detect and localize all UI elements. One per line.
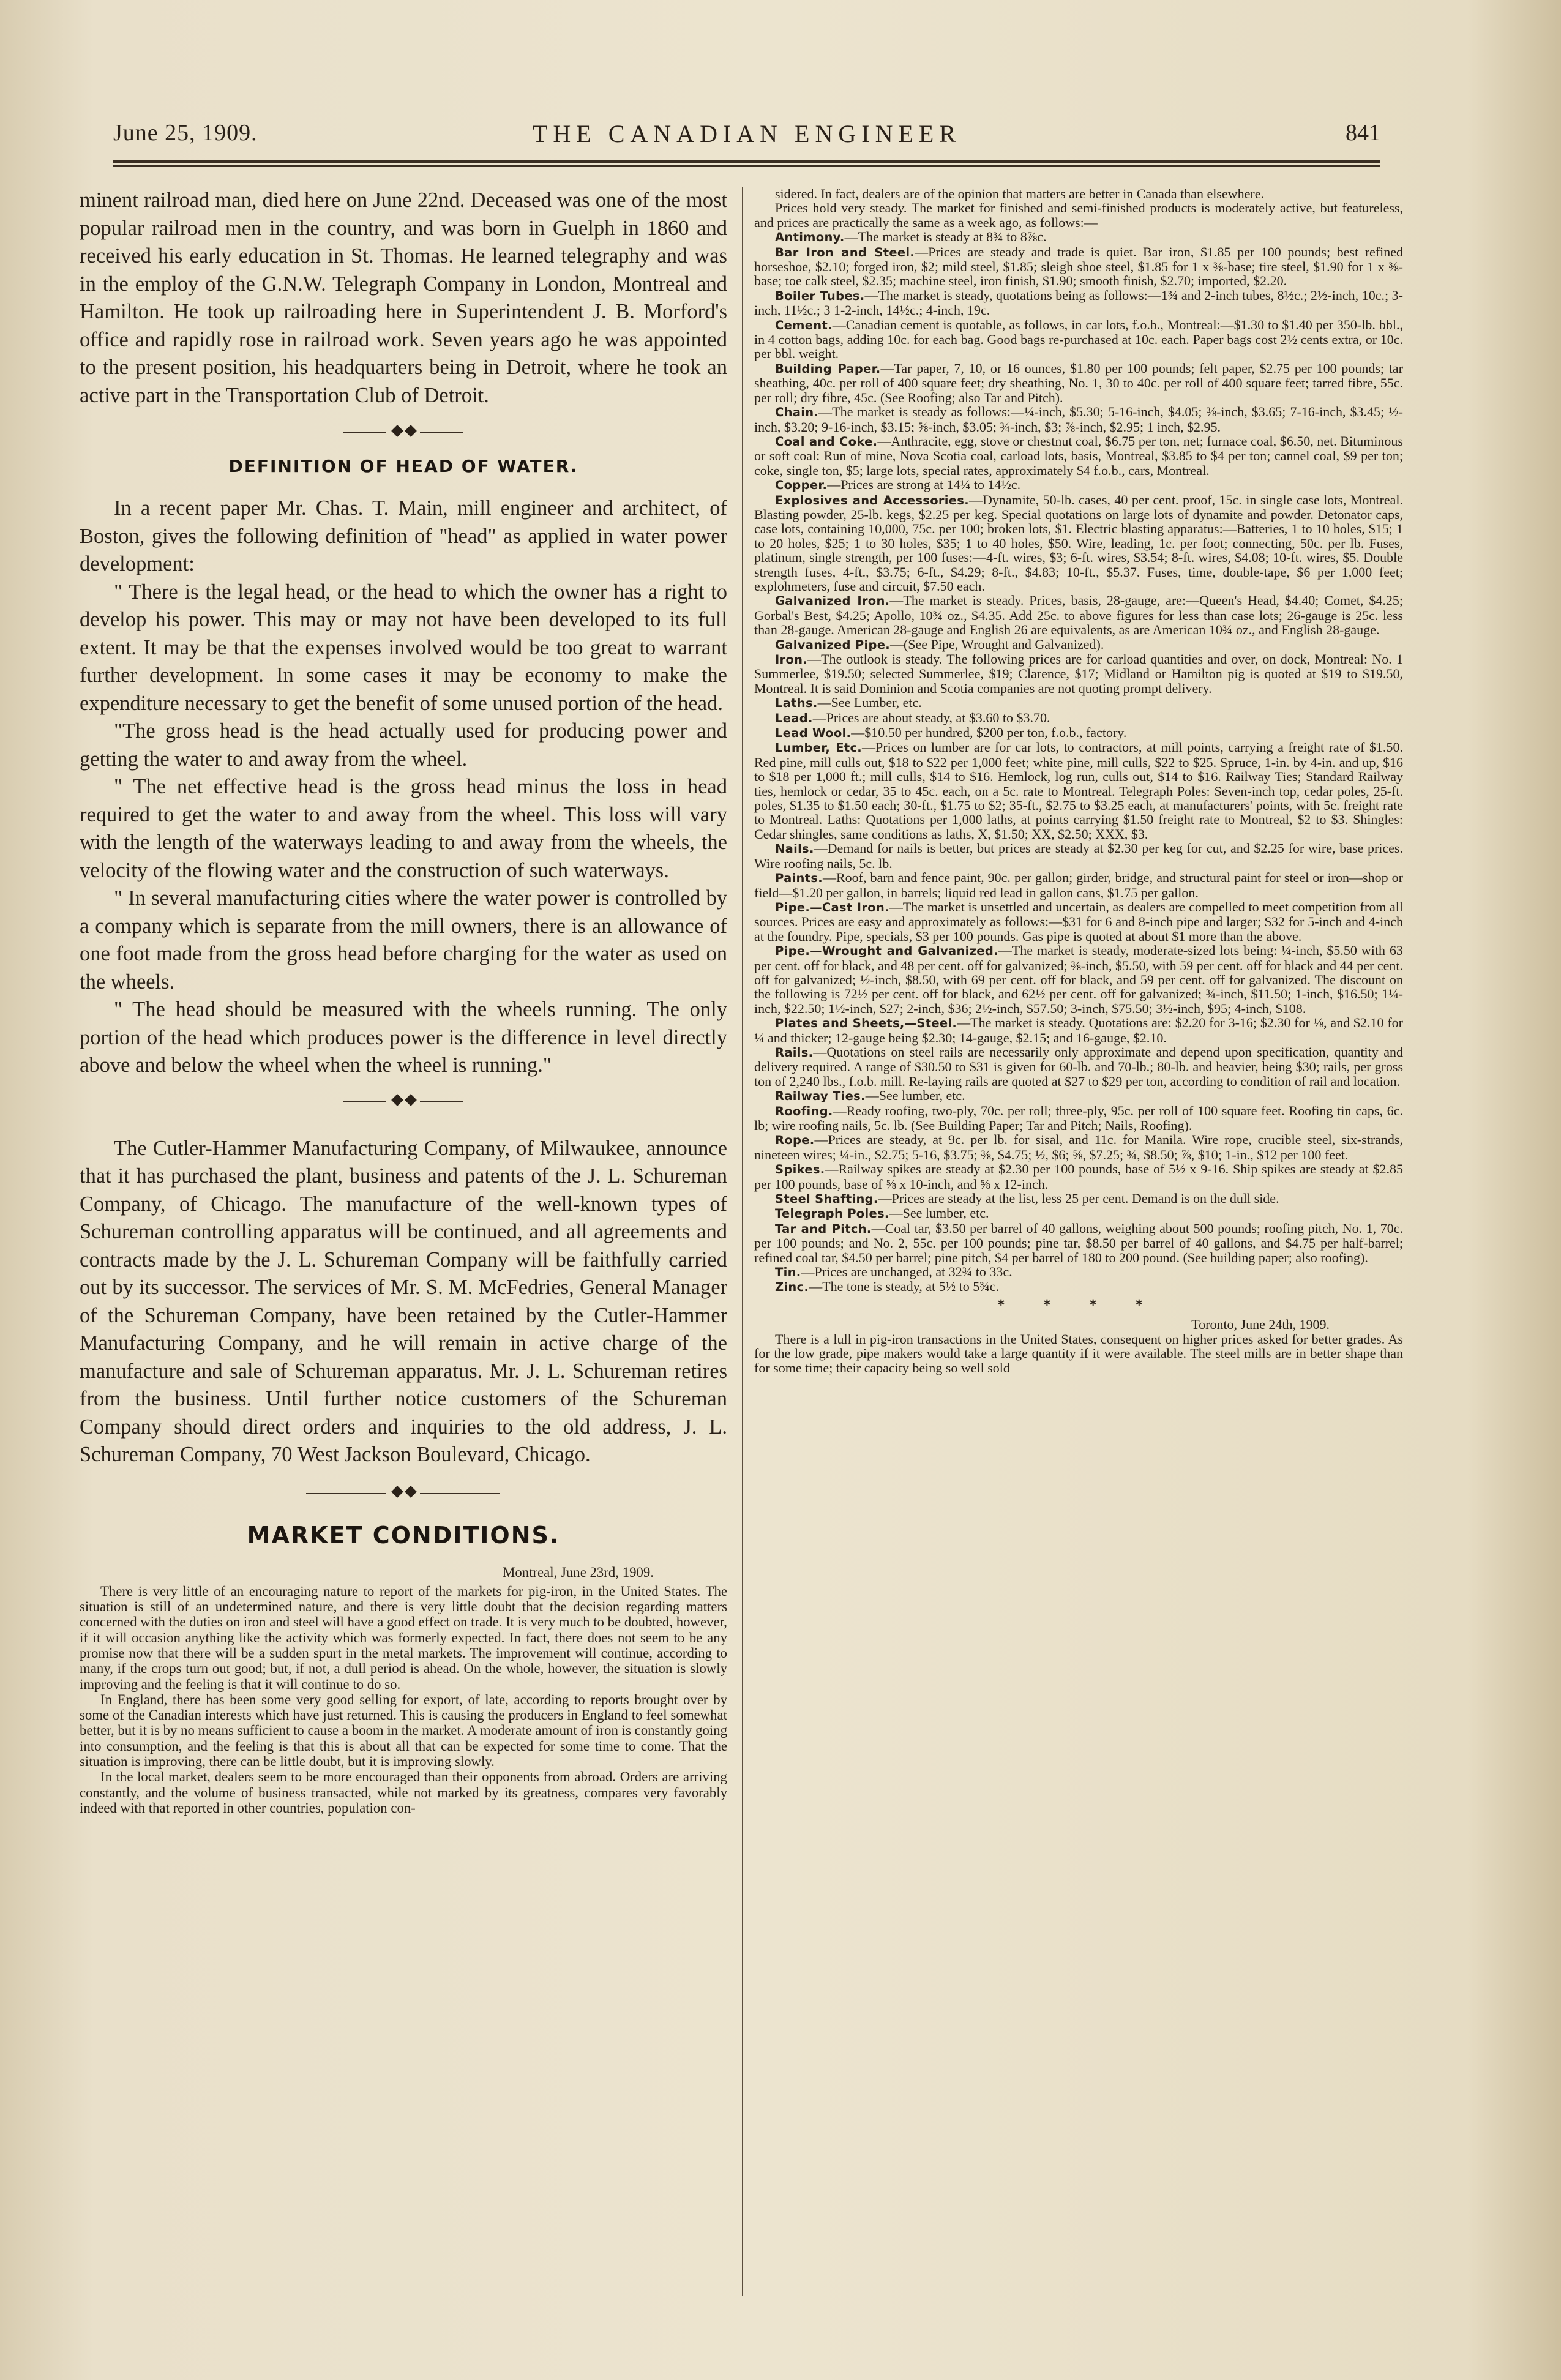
toronto-dateline: Toronto, June 24th, 1909. [1191, 1317, 1330, 1333]
commodity-name: Roofing. [775, 1104, 833, 1118]
commodity-price-text: —Roof, barn and fence paint, 90c. per gallon; girder, bridge, and structural paint for steel or iron—shop or field—$1.20 per gallon, in barrels; liquid red lead in gallon cans, $1.75 per gallon. [754, 870, 1403, 900]
commodity-name: Tar and Pitch. [775, 1221, 872, 1236]
commodity-item [754, 1221, 1403, 1265]
commodity-name: Zinc. [775, 1280, 809, 1295]
commodity-item [754, 1088, 1403, 1103]
header-rule-thin [113, 165, 1380, 167]
commodity-name: Antimony. [775, 230, 845, 245]
commodity-name: Lead. [775, 711, 813, 725]
commodity-price-text: —Quotations on steel rails are necessarily only approximate and depend upon specification, quantity and delivery required. A range of $30.50 to $31 is given for 60-lb. and 70-lb.; 80-lb. and heavier, being $30; rails, per gross ton of 2,240 lbs., f.o.b. mill. Re-laying rails are quoted at $27 to $29 per ton, according to condition of rail and location. [754, 1044, 1403, 1089]
market-paragraph: In England, there has been some very good selling for export, of late, according to reports brought over by some of the Canadian interests which have just returned. This is causing the producers in England to feel somewhat better, but it is by no means sufficient to cause a boom in the market. A moderate amount of iron is constantly going into consumption, and the feeling is that this is about all that can be expected for some time to come. That the situation is improving, there can be little doubt, but it is improving slowly. [80, 1691, 727, 1770]
commodity-price-text: —Prices are steady, at 9c. per lb. for sisal, and 11c. for Manila. Wire rope, crucible steel, six-strands, nineteen wires; ¼-in., $2.75; 5-16, $3.75; ⅜, $4.75; ½, $6; ⅝, $7.25; ¾, $8.50; ⅞, $10; 1-in., $12 per 100 feet. [754, 1132, 1403, 1162]
commodity-price-text: —The market is steady. Prices, basis, 28-gauge, are:—Queen's Head, $4.40; Comet, $4.25; Gorbal's Best, $4.25; Apollo, 10¾ oz., $4.35. Add 25c. to above figures for less than case lots; 26-gauge is 25c. less than 28-gauge. American 28-gauge and English 26 are equivalents, as are American 10¾ oz., and English 28-gauge. [754, 593, 1403, 638]
article-paragraph: " The head should be measured with the wheels running. The only portion of the head which produces power is the difference in level directly above and below the wheel when the wheel is running." [80, 998, 727, 1077]
notice-paragraph: The Cutler-Hammer Manufacturing Company, of Milwaukee, announce that it has purchased the plant, business and patents of the J. L. Schureman Company, of Chicago. The manufacture of the well-known types of Schureman controlling apparatus will be continued, and all agreements and contracts made by the J. L. Schureman Company will be faithfully carried out by its successor. The services of Mr. S. M. McFedries, General Manager of the Schureman Company, have been retained by the Cutler-Hammer Manufacturing Company, and he will remain in active charge of the manufacture and sale of Schureman apparatus. Mr. J. L. Schureman retires from the business. Until further notice customers of the Schureman Company should direct orders and inquiries to the old address, J. L. Schureman Company, 70 West Jackson Boulevard, Chicago. [80, 1136, 727, 1466]
running-header [113, 113, 1380, 150]
obituary-continuation [80, 187, 727, 410]
commodity-name: Lumber, Etc. [775, 741, 863, 755]
commodity-item [754, 740, 1403, 841]
commodity-name: Lead Wool. [775, 726, 852, 741]
commodity-item [754, 1279, 1403, 1294]
commodity-item [754, 1104, 1403, 1133]
commodity-item [754, 1016, 1403, 1045]
obituary-paragraph: minent railroad man, died here on June 22nd. Deceased was one of the most popular railroad men in the country, and was born in Guelph in 1860 and received his early education in St. Thomas. He learned telegraphy and was in the employ of the G.N.W. Telegraph Company in London, Montreal and Hamilton. He took up railroading here in Superintendent J. B. Morford's office and rapidly rose in railroad work. Seven years ago he was appointed to the present position, his headquarters being in Detroit, where he took an active part in the Transportation Club of Detroit. [80, 189, 727, 407]
commodity-name: Pipe.—Cast Iron. [775, 900, 889, 915]
commodity-item [754, 288, 1403, 318]
commodity-name: Laths. [775, 696, 818, 711]
commodity-name: Coal and Coke. [775, 434, 878, 449]
head-of-water-article [80, 495, 727, 1080]
commodity-item [754, 652, 1403, 695]
left-column [80, 187, 727, 2329]
commodity-name: Copper. [775, 478, 828, 493]
commodity-item [754, 1206, 1403, 1221]
section-stars: * * * * [997, 1297, 1160, 1313]
article-paragraph: "The gross head is the head actually used for producing power and getting the water to and away from the wheel. [80, 719, 727, 771]
commodity-name: Chain. [775, 405, 819, 420]
commodity-item [754, 1265, 1403, 1279]
right-column [754, 187, 1403, 2329]
commodity-name: Galvanized Pipe. [775, 637, 890, 652]
article-paragraph: " The net effective head is the gross head minus the loss in head required to get the water to and away from the wheel. This loss will vary with the length of the waterways leading to and away from the wheels, the velocity of the flowing water and the construction of such waterways. [80, 775, 727, 882]
head-of-water-heading: DEFINITION OF HEAD OF WATER. [228, 456, 578, 476]
commodity-item [754, 637, 1403, 652]
commodity-price-text: —Prices are steady and trade is quiet. Bar iron, $1.85 per 100 pounds; best refined horseshoe, $2.10; forged iron, $2; mild steel, $1.85; sleigh shoe steel, $1.85 for 1 x ⅜-base; tire steel, $1.90 for 1 x ⅜-base; toe calk steel, $2.35; machine steel, iron finish, $1.90; smooth finish, $2.70; imported, $2.20. [754, 244, 1403, 289]
column-divider [742, 187, 743, 2296]
article-paragraph: In a recent paper Mr. Chas. T. Main, mill engineer and architect, of Boston, gives the following definition of "head" as applied in water power development: [80, 496, 727, 575]
commodity-item [754, 1132, 1403, 1162]
section-ornament [80, 1483, 727, 1505]
market-prices-list [754, 187, 1403, 1375]
commodity-name: Nails. [775, 842, 814, 856]
commodity-price-text: —See lumber, etc. [865, 1088, 965, 1104]
commodity-price-text: —The tone is steady, at 5½ to 5¾c. [809, 1279, 999, 1295]
commodity-price-text: —The market is steady, quotations being as follows:—1¾ and 2-inch tubes, 8½c.; 2½-inch, 10c.; 3-inch, 11½c.; 3 1-2-inch, 14½c.; 4-inch, 19c. [754, 287, 1403, 318]
commodity-price-text: —Prices are strong at 14¼ to 14½c. [827, 477, 1021, 493]
prices-intro: Prices hold very steady. The market for finished and semi-finished products is moderately active, but featureless, and prices are practically the same as a week ago, as follows:— [754, 200, 1403, 230]
commodity-item [754, 1191, 1403, 1206]
market-continuation: sidered. In fact, dealers are of the opinion that matters are better in Canada than elsewhere. [775, 187, 1264, 201]
commodity-price-text: —The market is steady. Quotations are: $2.20 for 3-16; $2.30 for ⅛, and $2.10 for ¼ and thicker; 12-gauge being $2.30; 14-gauge, $2.15; and 16-gauge, $2.10. [754, 1015, 1403, 1046]
commodity-name: Cement. [775, 318, 833, 332]
commodity-price-text: —$10.50 per hundred, $200 per ton, f.o.b., factory. [851, 725, 1127, 741]
commodity-name: Iron. [775, 653, 808, 667]
market-conditions-article [80, 1565, 727, 1816]
commodity-item [754, 725, 1403, 740]
commodity-price-text: —The market is steady at 8¾ to 8⅞c. [844, 229, 1047, 245]
cutler-hammer-notice [80, 1135, 727, 1469]
commodity-item [754, 1162, 1403, 1191]
commodity-item [754, 943, 1403, 1016]
commodity-price-text: —The market is steady, moderate-sized lots being: ¼-inch, $5.50 with 63 per cent. off for black, and 48 per cent. off for galvanized; ⅜-inch, $5.50, with 59 per cent. off for black and 44 per cent. off for galvanized; ½-inch, $8.50, with 69 per cent. off for black, and 59 per cent. off for galvanized. The discount on the following is 72½ per cent. off for black, and 62½ per cent. off for galvanized; ¾-inch, $11.50; 1-inch, $16.50; 1¼-inch, $22.50; 1½-inch, $27; 2-inch, $36; 2½-inch, $57.50; 3-inch, $75.50; 3½-inch, $95; 4-inch, $108. [754, 943, 1403, 1016]
commodity-name: Tin. [775, 1265, 801, 1280]
commodity-item [754, 1045, 1403, 1088]
commodity-name: Bar Iron and Steel. [775, 245, 915, 260]
commodity-price-text: —Canadian cement is quotable, as follows, in car lots, f.o.b., Montreal:—$1.30 to $1.40 per 350-lb. bbl., in 4 cotton bags, adding 10c. for each bag. Good bags re-purchased at 10c. each. Paper bags cost 2½ cents extra, or 10c. per bbl. weight. [754, 316, 1403, 362]
journal-title: THE CANADIAN ENGINEER [532, 120, 962, 148]
commodity-item [754, 493, 1403, 594]
section-ornament [80, 422, 727, 444]
commodity-name: Paints. [775, 871, 823, 886]
commodity-price-text: —Prices on lumber are for car lots, to contractors, at mill points, carrying a freight rate of $1.50. Red pine, mill culls out, $18 to $22 per 1,000 feet; white pine, mill culls, $22 to $25. Spruce, 1-in. by 4-in. and up, $16 to $18 per 1,000 ft.; mill culls, $14 to $16. Hemlock, log run, culls out, $14 to $16. Railway Ties; Standard Railway ties, hemlock or cedar, 35 to 45c. each, on a 5c. rate to Montreal. Telegraph Poles: Seven-inch top, cedar poles, 25-ft. poles, $1.35 to $1.50 each; 30-ft., $1.75 to $2; 35-ft., $2.75 to $3.25 each, at manufacturers' points, with 5c. freight rate to Montreal. Laths: Quotations per 1,000 laths, at points carrying $1.50 freight rate to Montreal, $2 to $3. Shingles: Cedar shingles, same conditions as laths, X, $1.50; XX, $2.50; XXX, $3. [754, 739, 1403, 842]
commodity-name: Rails. [775, 1045, 814, 1060]
commodity-item [754, 477, 1403, 492]
commodity-name: Boiler Tubes. [775, 288, 865, 303]
commodity-price-text: —Tar paper, 7, 10, or 16 ounces, $1.80 per 100 pounds; felt paper, $2.75 per 100 pounds; tar sheathing, 40c. per roll of 400 square feet; dry sheathing, No. 1, 30 to 40c. per roll of 400 square feet; tarred fibre, 55c. per roll; dry fibre, 45c. (See Roofing; also Tar and Pitch). [754, 360, 1403, 405]
commodity-item [754, 245, 1403, 288]
commodity-item [754, 318, 1403, 361]
commodity-name: Steel Shafting. [775, 1192, 878, 1207]
commodity-name: Pipe.—Wrought and Galvanized. [775, 944, 998, 959]
commodity-price-text: —The market is steady as follows:—¼-inch, $5.30; 5-16-inch, $4.05; ⅜-inch, $3.65; 7-16-inch, $3.45; ½-inch, $3.20; 9-16-inch, $3.15; ⅝-inch, $3.05; ¾-inch, $3; ⅞-inch, $2.95; 1 inch, $2.95. [754, 404, 1403, 435]
market-paragraph: In the local market, dealers seem to be more encouraged than their opponents from abroad. Orders are arriving constantly, and the volume of business transacted, while not marked by its greatness, compares very favorably indeed with that reported in other countries, population con- [80, 1769, 727, 1816]
commodity-item [754, 711, 1403, 725]
commodity-name: Telegraph Poles. [775, 1207, 889, 1221]
commodity-name: Spikes. [775, 1162, 825, 1177]
commodity-items [754, 230, 1403, 1295]
commodity-price-text: —The outlook is steady. The following prices are for carload quantities and over, on dock, Montreal: No. 1 Summerlee, $19.50; selected Summerlee, $19; Clarence, $17; Midland or Hamilton pig is quoted at $19 to $19.50, Montreal. It is said Dominion and Scotia companies are not quoting prompt delivery. [754, 651, 1403, 696]
commodity-price-text: —Dynamite, 50-lb. cases, 40 per cent. proof, 15c. in single case lots, Montreal. Blasting powder, 25-lb. kegs, $2.25 per keg. Special quotations on large lots of dynamite and powder. Detonator caps, case lots, containing 10,000, 75c. per 100; broken lots, $1. Electric blasting apparatus:—Batteries, 1 to 10 holes, $15; 1 to 20 holes, $25; 1 to 30 holes, $35; 1 to 40 holes, $50. Wire, leading, 1c. per foot; connecting, 50c. per lb. Fuses, platinum, single strength, per 100 fuses:—4-ft. wires, $3; 6-ft. wires, $3.54; 8-ft. wires, $4.08; 10-ft. wires, $5. Double strength fuses, 4-ft., $3.75; 6-ft., $4.29; 8-ft., $4.83; 10-ft., $5.37. Fuses, time, double-tape, $6 per 1,000 feet; explohmeters, fuse and circuit, $7.50 each. [754, 492, 1403, 594]
commodity-name: Explosives and Accessories. [775, 493, 969, 507]
market-dateline: Montreal, June 23rd, 1909. [503, 1564, 654, 1580]
toronto-paragraph: There is a lull in pig-iron transactions in the United States, consequent on higher prices asked for better grades. As for the low grade, pipe makers would take a large quantity if it were available. The steel mills are in better shape than for some time; their capacity being so well sold [754, 1331, 1403, 1375]
commodity-item [754, 593, 1403, 637]
header-rule-thick [113, 160, 1380, 163]
commodity-price-text: —Ready roofing, two-ply, 70c. per roll; three-ply, 95c. per roll of 100 square feet. Roofing tin caps, 6c. lb; wire roofing nails, 5c. lb. (See Building Paper; Tar and Pitch; Nails, Roofing). [754, 1102, 1403, 1133]
commodity-item [754, 870, 1403, 900]
commodity-price-text: —Railway spikes are steady at $2.30 per 100 pounds, base of 5½ x 9-16. Ship spikes are steady at $2.85 per 100 pounds, base of ⅝ x 10-inch, and ⅝ x 12-inch. [754, 1161, 1403, 1192]
issue-date: June 25, 1909. [113, 120, 258, 146]
commodity-price-text: —Prices are steady at the list, less 25 per cent. Demand is on the dull side. [878, 1191, 1279, 1207]
page-number: 841 [1346, 120, 1380, 146]
commodity-price-text: —Anthracite, egg, stove or chestnut coal, $6.75 per ton, net; furnace coal, $6.50, net. Bituminous or soft coal: Run of mine, Nova Scotia coal, carload lots, basis, Montreal, $3.85 to $4 per ton; cannel coal, $9 per ton; coke, single ton, $5; large lots, special rates, approximately $4 f.o.b., cars, Montreal. [754, 433, 1403, 478]
commodity-price-text: —Demand for nails is better, but prices are steady at $2.30 per keg for cut, and $2.25 for wire, base prices. Wire roofing nails, 5c. lb. [754, 840, 1403, 871]
commodity-item [754, 434, 1403, 477]
section-ornament [80, 1091, 727, 1113]
article-paragraph: " There is the legal head, or the head to which the owner has a right to develop his power. This may or may not have been developed to its full extent. It may be that the expenses involved would be too great to warrant further development. In some cases it may be economy to make the expenditure necessary to get the benefit of some unused portion of the head. [80, 580, 727, 715]
commodity-name: Railway Ties. [775, 1089, 866, 1104]
commodity-price-text: —See Lumber, etc. [817, 695, 922, 711]
commodity-price-text: —Prices are about steady, at $3.60 to $3.70. [812, 709, 1050, 725]
market-conditions-heading: MARKET CONDITIONS. [247, 1521, 560, 1549]
commodity-price-text: —The market is unsettled and uncertain, as dealers are compelled to meet competition from all sources. Prices are easy and approximately as follows:—$31 for 6 and 8-inch pipe and larger; $32 for 5-inch and 4-inch at the foundry. Pipe, specials, $3 per 100 pounds. Gas pipe is quoted at about $1 more than the above. [754, 899, 1403, 944]
commodity-item [754, 841, 1403, 870]
commodity-item [754, 361, 1403, 405]
commodity-name: Rope. [775, 1133, 815, 1148]
commodity-name: Building Paper. [775, 361, 881, 376]
commodity-price-text: —See lumber, etc. [889, 1205, 989, 1221]
commodity-item [754, 230, 1403, 244]
commodity-price-text: —(See Pipe, Wrought and Galvanized). [889, 636, 1104, 652]
commodity-name: Galvanized Iron. [775, 594, 890, 608]
commodity-item [754, 695, 1403, 710]
commodity-price-text: —Prices are unchanged, at 32¾ to 33c. [801, 1264, 1013, 1280]
commodity-item [754, 405, 1403, 434]
market-paragraph: There is very little of an encouraging nature to report of the markets for pig-iron, in the United States. The situation is still of an undetermined nature, and there is very little doubt that the decision regarding matters concerned with the duties on iron and steel will have a good effect on trade. It is very much to be doubted, however, if it will occasion anything like the activity which was formerly expected. In fact, there does not seem to be any promise now that there will be a sudden spurt in the metal markets. The improvement will continue, according to many, if the crops turn out good; but, if not, a dull period is ahead. On the whole, however, the situation is slowly improving and the feeling is that it will continue to do so. [80, 1583, 727, 1692]
commodity-price-text: —Coal tar, $3.50 per barrel of 40 gallons, weighing about 500 pounds; roofing pitch, No. 1, 70c. per 100 pounds; and No. 2, 55c. per 100 pounds; pine tar, $8.50 per barrel of 40 gallons, and $4.75 per half-barrel; refined coal tar, $4.50 per barrel; pine pitch, $4 per barrel of 180 to 200 pound. (See building paper; also roofing). [754, 1220, 1403, 1265]
commodity-item [754, 900, 1403, 943]
commodity-name: Plates and Sheets,—Steel. [775, 1016, 957, 1031]
article-paragraph: " In several manufacturing cities where the water power is controlled by a company which is separate from the mill owners, there is an allowance of one foot made from the gross head before charging for the water as used on the wheels. [80, 886, 727, 994]
